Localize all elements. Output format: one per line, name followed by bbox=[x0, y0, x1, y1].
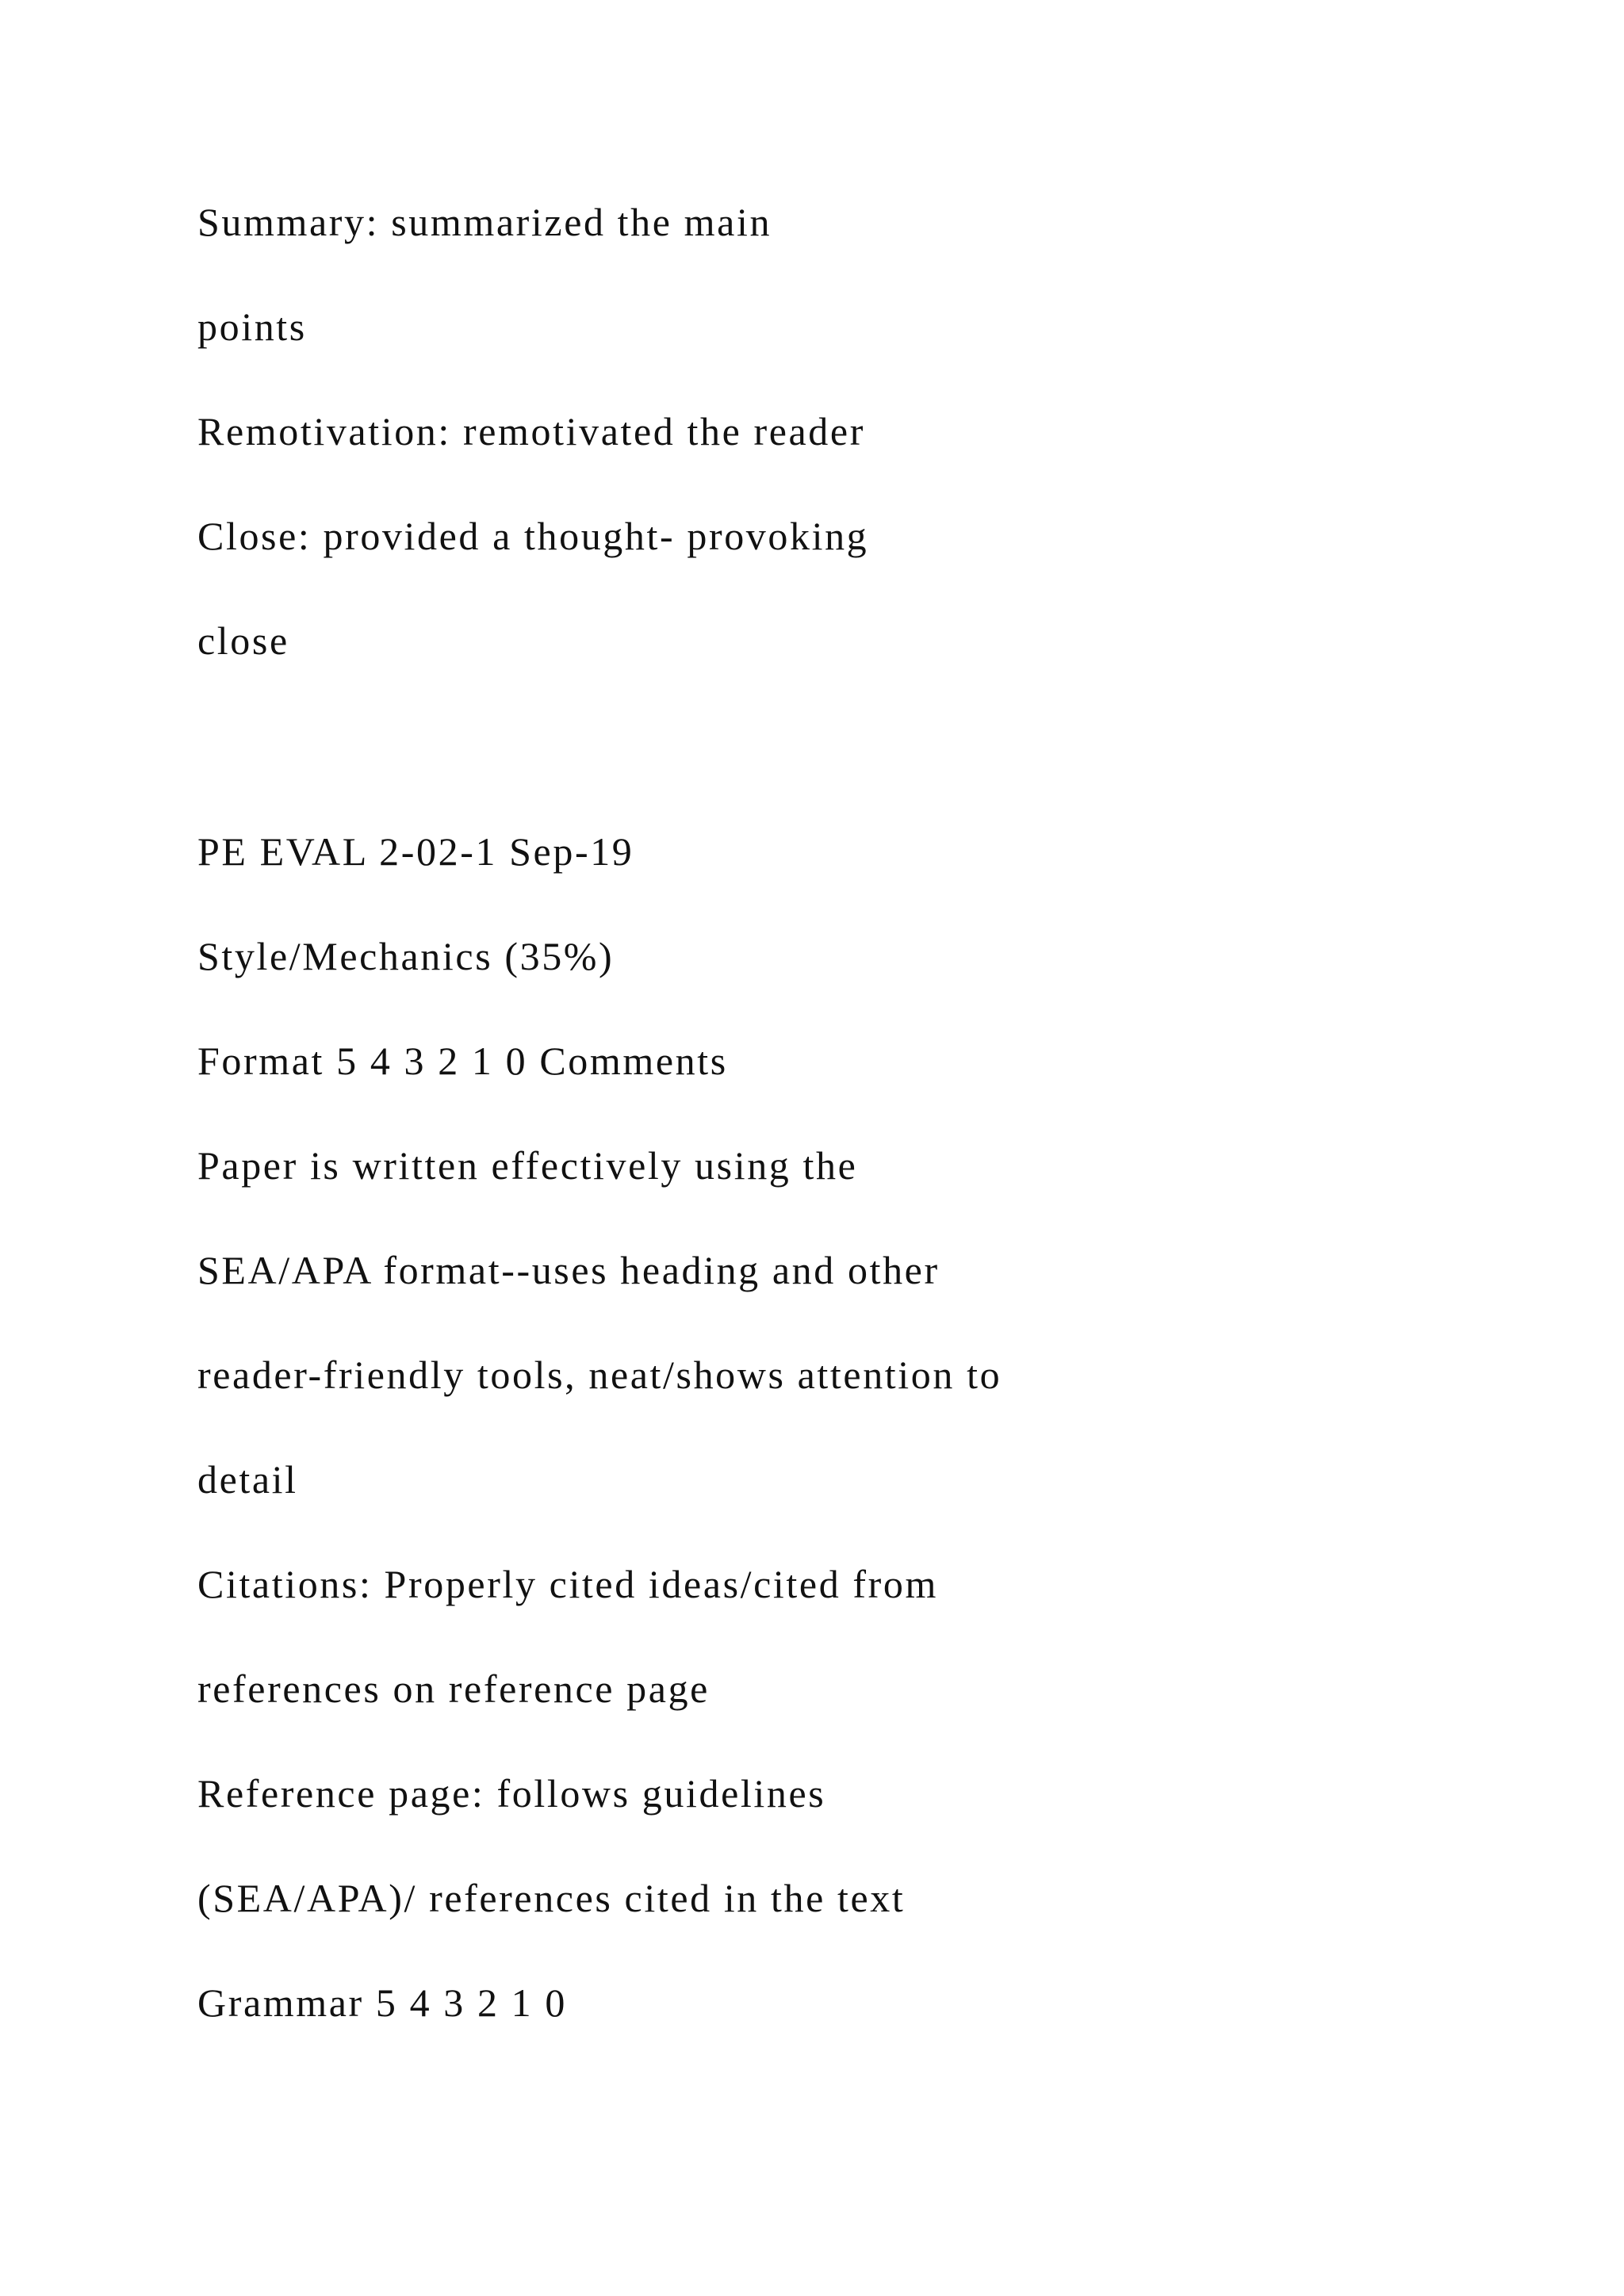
text-line-sea-apa-format: SEA/APA format--uses heading and other bbox=[197, 1248, 940, 1292]
text-line-reader-friendly: reader-friendly tools, neat/shows attention to bbox=[197, 1353, 1002, 1397]
text-line-paper-written: Paper is written effectively using the bbox=[197, 1143, 858, 1188]
text-line-reference-page-guidelines: Reference page: follows guidelines bbox=[197, 1771, 826, 1816]
text-line-sea-apa-references: (SEA/APA)/ references cited in the text bbox=[197, 1876, 906, 1920]
form-id-line: PE EVAL 2-02-1 Sep-19 bbox=[197, 829, 634, 874]
text-line-detail: detail bbox=[197, 1457, 298, 1502]
text-line-remotivation: Remotivation: remotivated the reader bbox=[197, 409, 865, 453]
text-line-points: points bbox=[197, 304, 307, 349]
section-heading-style-mechanics: Style/Mechanics (35%) bbox=[197, 934, 615, 978]
text-line-references-page: references on reference page bbox=[197, 1667, 710, 1711]
text-line-citations: Citations: Properly cited ideas/cited from bbox=[197, 1562, 939, 1606]
text-line-close: Close: provided a thought- provoking bbox=[197, 514, 869, 558]
format-score-row: Format 5 4 3 2 1 0 Comments bbox=[197, 1039, 728, 1083]
grammar-score-row: Grammar 5 4 3 2 1 0 bbox=[197, 1980, 567, 2025]
text-line-close-word: close bbox=[197, 618, 289, 663]
text-line-summary: Summary: summarized the main bbox=[197, 200, 772, 244]
